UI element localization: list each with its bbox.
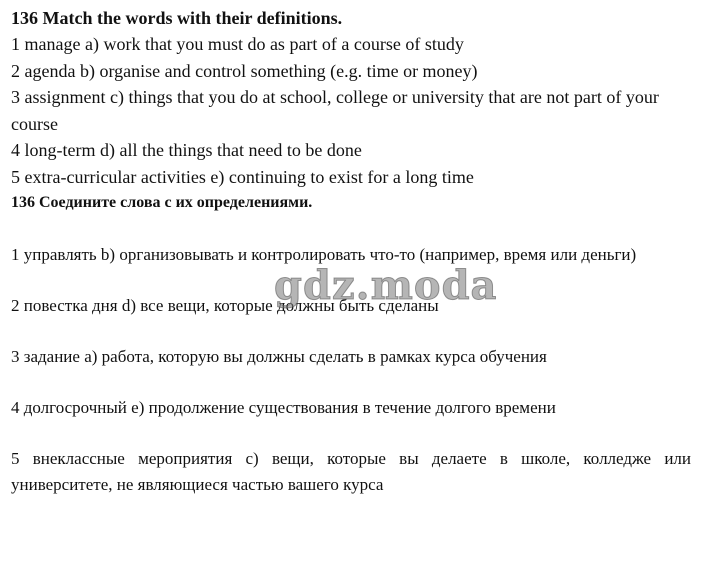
- exercise-title-english: 136 Match the words with their definitions.: [11, 8, 343, 28]
- russian-answer-1: 1 управлять b) организовывать и контролировать что-то (например, время или деньги): [11, 245, 637, 264]
- english-item-1: 1 manage a) work that you must do as part of a course of study: [11, 34, 464, 54]
- english-item-2: 2 agenda b) organise and control something (e.g. time or money): [11, 60, 478, 81]
- russian-answer-5: 5 внеклассные мероприятия c) вещи, которые вы делаете в школе, колледже или университете, не являющиеся частью вашего курса: [11, 449, 691, 494]
- watermark-logo: gdz.moda: [274, 262, 498, 309]
- english-item-5: 5 extra-curricular activities e) continuing to exist for a long time: [11, 166, 474, 187]
- english-item-4: 4 long-term d) all the things that need to be done: [11, 140, 362, 160]
- document-page: [11, 5, 691, 498]
- exercise-title-russian: 136 Соедините слова с их определениями.: [11, 194, 313, 211]
- russian-answer-2: 2 повестка дня d) все вещи, которые должны быть сделаны: [11, 296, 439, 315]
- russian-answer-4: 4 долгосрочный e) продолжение существования в течение долгого времени: [11, 398, 556, 417]
- russian-answer-3: 3 задание a) работа, которую вы должны сделать в рамках курса обучения: [11, 347, 547, 366]
- english-item-3: 3 assignment c) things that you do at school, college or university that are not part of your course: [11, 87, 659, 134]
